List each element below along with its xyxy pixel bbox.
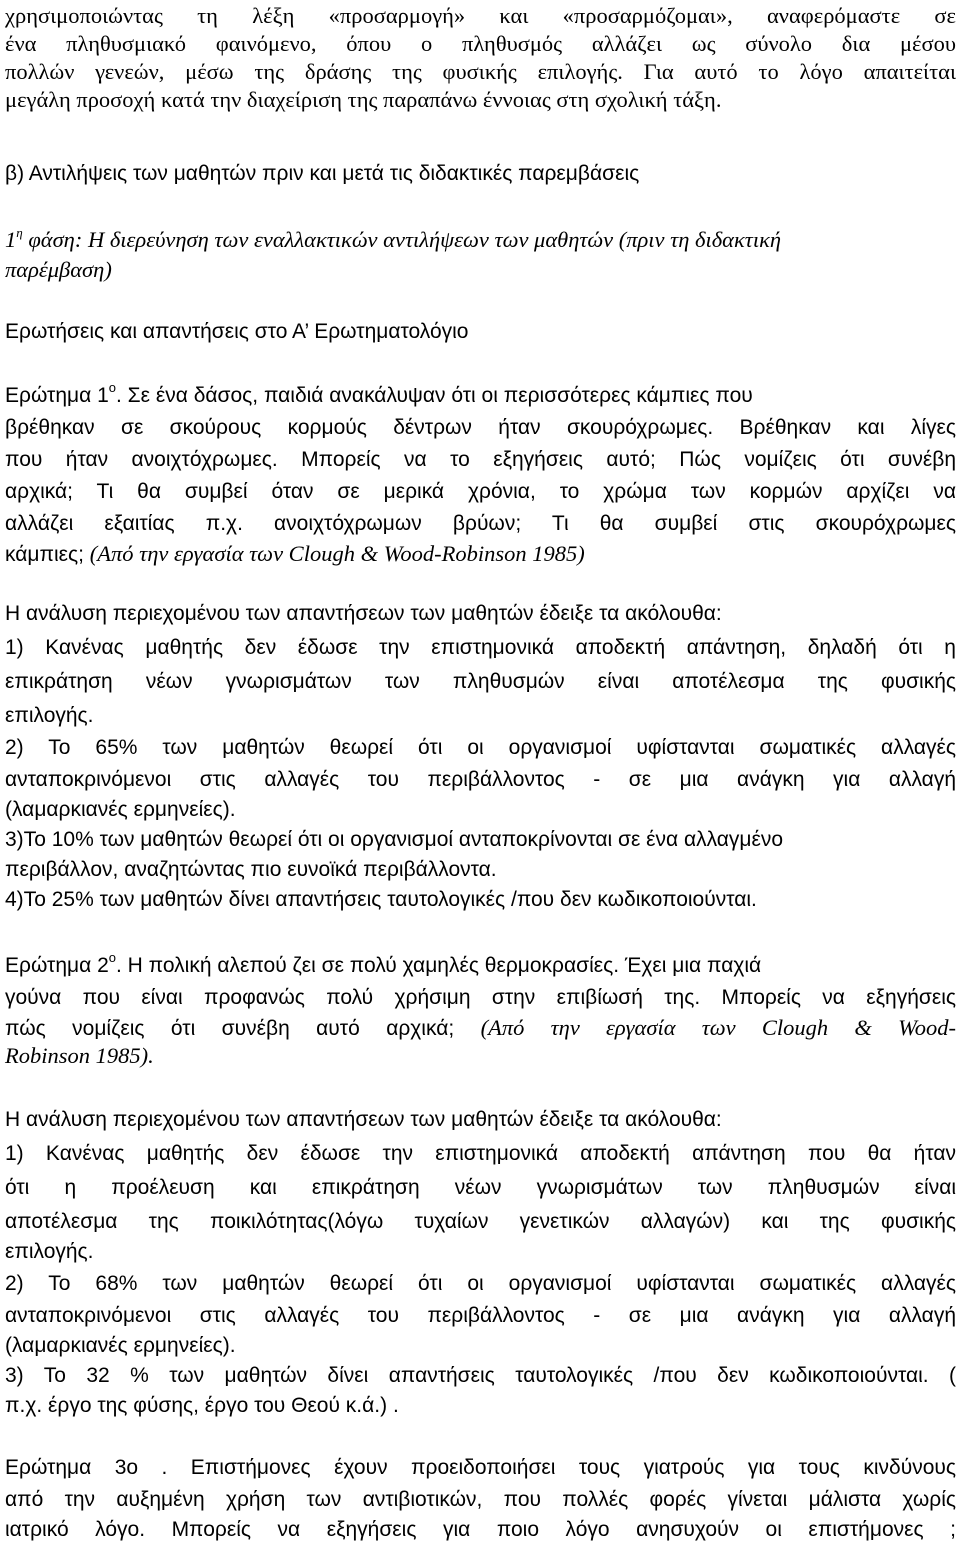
q1-line-5: αλλάζει εξαιτίας π.χ. ανοιχτόχρωμων βρύων; Τι θα συμβεί στις σκουρόχρωμες <box>5 512 956 535</box>
q2-answer-3-line-1: 3) Το 32 % των μαθητών δίνει απαντήσεις ταυτολογικές /που δεν κωδικοποιούνται. ( <box>5 1364 956 1387</box>
phase-number: 1 <box>5 227 17 252</box>
q2-line-3 <box>5 1014 956 1043</box>
q3-line-1: Ερώτημα 3ο . Επιστήμονες έχουν προειδοποιήσει τους γιατρούς για τους κινδύνους <box>5 1456 956 1479</box>
intro-line-4: μεγάλη προσοχή κατά την διαχείριση της παραπάνω έννοιας στη σχολική τάξη. <box>5 87 722 112</box>
intro-line-2: ένα πληθυσμιακό φαινόμενο, όπου ο πληθυσμός αλλάζει ως σύνολο δια μέσου <box>5 31 956 56</box>
q1-answer-3-line-1: 3)Το 10% των μαθητών θεωρεί ότι οι οργανισμοί ανταποκρίνονται σε ένα αλλαγμένο <box>5 828 784 851</box>
questionnaire-heading: Ερωτήσεις και απαντήσεις στο Α’ Ερωτηματολόγιο <box>5 320 469 343</box>
q3-line-3: ιατρικό λόγο. Μπορείς να εξηγήσεις για ποιο λόγο ανησυχούν οι επιστήμονες ; <box>5 1518 956 1541</box>
q2-analysis-heading: Η ανάλυση περιεχομένου των απαντήσεων των μαθητών έδειξε τα ακόλουθα: <box>5 1108 722 1131</box>
q1-superscript: ο <box>108 380 117 395</box>
q1-line-1 <box>5 382 956 410</box>
q1-line-3: που ήταν ανοιχτόχρωμες. Μπορείς να το εξηγήσεις αυτό; Πώς νομίζεις ότι συνέβη <box>5 448 956 471</box>
q2-citation: (Από την εργασία των Clough & Wood- <box>480 1015 956 1040</box>
q2-answer-2-line-1: 2) Το 68% των μαθητών θεωρεί ότι οι οργανισμοί υφίστανται σωματικές αλλαγές <box>5 1272 956 1295</box>
q1-analysis-heading: Η ανάλυση περιεχομένου των απαντήσεων των μαθητών έδειξε τα ακόλουθα: <box>5 602 722 625</box>
intro-line-1: χρησιμοποιώντας τη λέξη «προσαρμογή» και «προσαρμόζομαι», αναφερόμαστε σε <box>5 3 956 28</box>
q1-answer-1-line-1: 1) Κανένας μαθητής δεν έδωσε την επιστημονικά αποδεκτή απάντηση, δηλαδή ότι η <box>5 636 956 659</box>
q2-answer-1-line-3: αποτέλεσμα της ποικιλότητας(λόγω τυχαίων γενετικών αλλαγών) και της φυσικής <box>5 1210 956 1233</box>
q2-answer-1-line-2: ότι η προέλευση και επικράτηση νέων γνωρισμάτων των πληθυσμών είναι <box>5 1176 956 1199</box>
q2-label: Ερώτημα 2 <box>5 954 109 977</box>
q2-answer-1-line-4: επιλογής. <box>5 1240 94 1263</box>
phase-superscript: η <box>16 225 23 240</box>
q2-line-1 <box>5 952 956 980</box>
q3-line-2: από την αυξημένη χρήση των αντιβιοτικών, που πολλές φορές γίνεται μάλιστα χωρίς <box>5 1488 956 1511</box>
q1-answer-3-line-2: περιβάλλον, αναζητώντας πιο ευνοϊκά περιβάλλοντα. <box>5 858 497 881</box>
q2-superscript: ο <box>108 950 117 965</box>
q1-line-6-text: κάμπιες; <box>5 543 90 566</box>
q1-answer-2-line-3: (λαμαρκιανές ερμηνείες). <box>5 798 236 821</box>
q1-answer-2-line-1: 2) Το 65% των μαθητών θεωρεί ότι οι οργανισμοί υφίστανται σωματικές αλλαγές <box>5 736 956 759</box>
q1-answer-4-line-1: 4)Το 25% των μαθητών δίνει απαντήσεις ταυτολογικές /που δεν κωδικοποιούνται. <box>5 888 757 911</box>
q1-answer-1-line-2: επικράτηση νέων γνωρισμάτων των πληθυσμών είναι αποτέλεσμα της φυσικής <box>5 670 956 693</box>
q1-answer-1-line-3: επιλογής. <box>5 704 94 727</box>
q1-citation: (Από την εργασία των Clough & Wood-Robinson 1985) <box>89 541 585 566</box>
q2-line-2: γούνα που είναι προφανώς πολύ χρήσιμη στην επιβίωσή της. Μπορείς να εξηγήσεις <box>5 986 956 1009</box>
q2-answer-1-line-1: 1) Κανένας μαθητής δεν έδωσε την επιστημονικά αποδεκτή απάντηση που θα ήταν <box>5 1142 956 1165</box>
q1-line-4: αρχικά; Τι θα συμβεί όταν σε μερικά χρόνια, το χρώμα των κορμών αρχίζει να <box>5 480 956 503</box>
q1-line-6 <box>5 540 956 569</box>
intro-line-3: πολλών γενεών, μέσω της δράσης της φυσικής επιλογής. Για αυτό το λόγο απαιτείται <box>5 59 956 84</box>
phase-line-2: παρέμβαση) <box>5 257 112 282</box>
phase-line-1 <box>5 226 956 254</box>
q2-answer-2-line-3: (λαμαρκιανές ερμηνείες). <box>5 1334 236 1357</box>
q1-label: Ερώτημα 1 <box>5 384 109 407</box>
q1-text: . Σε ένα δάσος, παιδιά ανακάλυψαν ότι οι περισσότερες κάμπιες που <box>116 384 753 407</box>
section-heading: β) Αντιλήψεις των μαθητών πριν και μετά τις διδακτικές παρεμβάσεις <box>5 162 640 185</box>
q2-answer-2-line-2: ανταποκρινόμενοι στις αλλαγές του περιβάλλοντος - σε μια ανάγκη για αλλαγή <box>5 1304 956 1327</box>
q1-line-2: βρέθηκαν σε σκούρους κορμούς δέντρων ήταν σκουρόχρωμες. Βρέθηκαν και λίγες <box>5 416 956 439</box>
q2-line-4: Robinson 1985). <box>5 1043 154 1068</box>
q2-answer-3-line-2: π.χ. έργο της φύσης, έργο του Θεού κ.ά.) . <box>5 1394 399 1417</box>
q2-line-3-text: πώς νομίζεις ότι συνέβη αυτό αρχικά; <box>5 1017 481 1040</box>
q1-answer-2-line-2: ανταποκρινόμενοι στις αλλαγές του περιβάλλοντος - σε μια ανάγκη για αλλαγή <box>5 768 956 791</box>
q2-text: . Η πολική αλεπού ζει σε πολύ χαμηλές θερμοκρασίες. Έχει μια παχιά <box>116 954 762 977</box>
phase-text: φάση: Η διερεύνηση των εναλλακτικών αντιλήψεων των μαθητών (πριν τη διδακτική <box>22 227 782 252</box>
